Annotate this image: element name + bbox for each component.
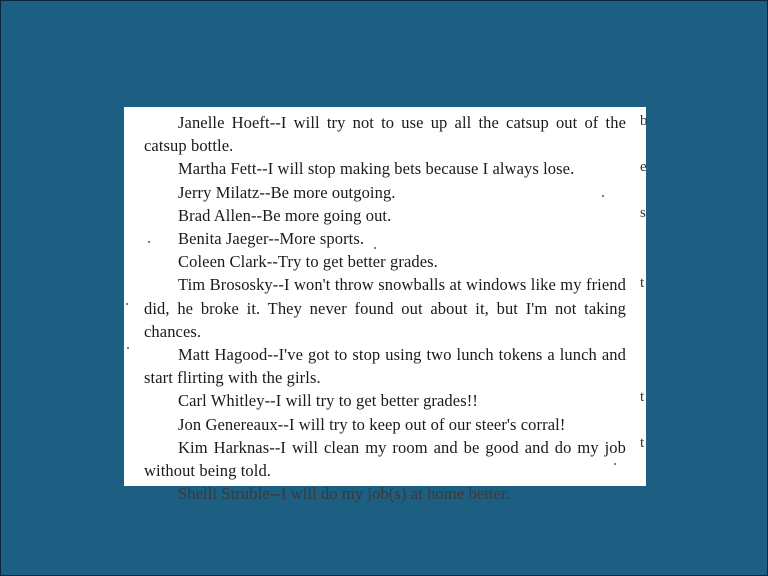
print-speck [126,303,128,305]
margin-letter: t [640,435,645,451]
entry-jerry-milatz: Jerry Milatz--Be more outgoing. [178,182,396,202]
entry-matt-hagood: Matt Hagood--I've got to stop using two lunch tokens a lunch and start flirting with the girls. [144,345,626,388]
entry-janelle-hoeft: Janelle Hoeft--I will try not to use up all the catsup out of the catsup bottle. [144,113,626,156]
entry-carl-whitley: Carl Whitley--I will try to get better grades!! [178,391,478,411]
margin-letter: e [640,159,647,175]
adjacent-column-fragment [640,107,650,486]
print-speck [127,347,129,349]
entry-jon-genereaux: Jon Genereaux--I will try to keep out of our steer's corral! [178,414,566,434]
entry-benita-jaeger: Benita Jaeger--More sports. [178,229,365,249]
entry-tim-brososky: Tim Brososky--I won't throw snowballs at windows like my friend did, he broke it. They never found out about it, but I'm not taking chances. [144,275,626,341]
entry-brad-allen: Brad Allen--Be more going out. [178,205,392,225]
margin-letter: s [640,205,646,221]
margin-letter: t [640,389,645,405]
entry-kim-harknas: Kim Harknas--I will clean my room and be good and do my job without being told. [144,437,626,481]
print-speck [148,241,150,243]
entry-shelli-struble-cut-off: Shelli Struble--I will do my job(s) at home better. [178,484,510,504]
margin-letter: b [640,113,648,129]
newspaper-clipping [124,107,648,504]
print-speck [602,195,604,197]
print-speck [614,463,616,465]
print-speck [374,247,376,249]
entry-martha-fett: Martha Fett--I will stop making bets because I always lose. [178,159,575,179]
resolutions-text [144,111,626,505]
entry-coleen-clark: Coleen Clark--Try to get better grades. [178,252,438,272]
margin-letter: t [640,275,645,291]
